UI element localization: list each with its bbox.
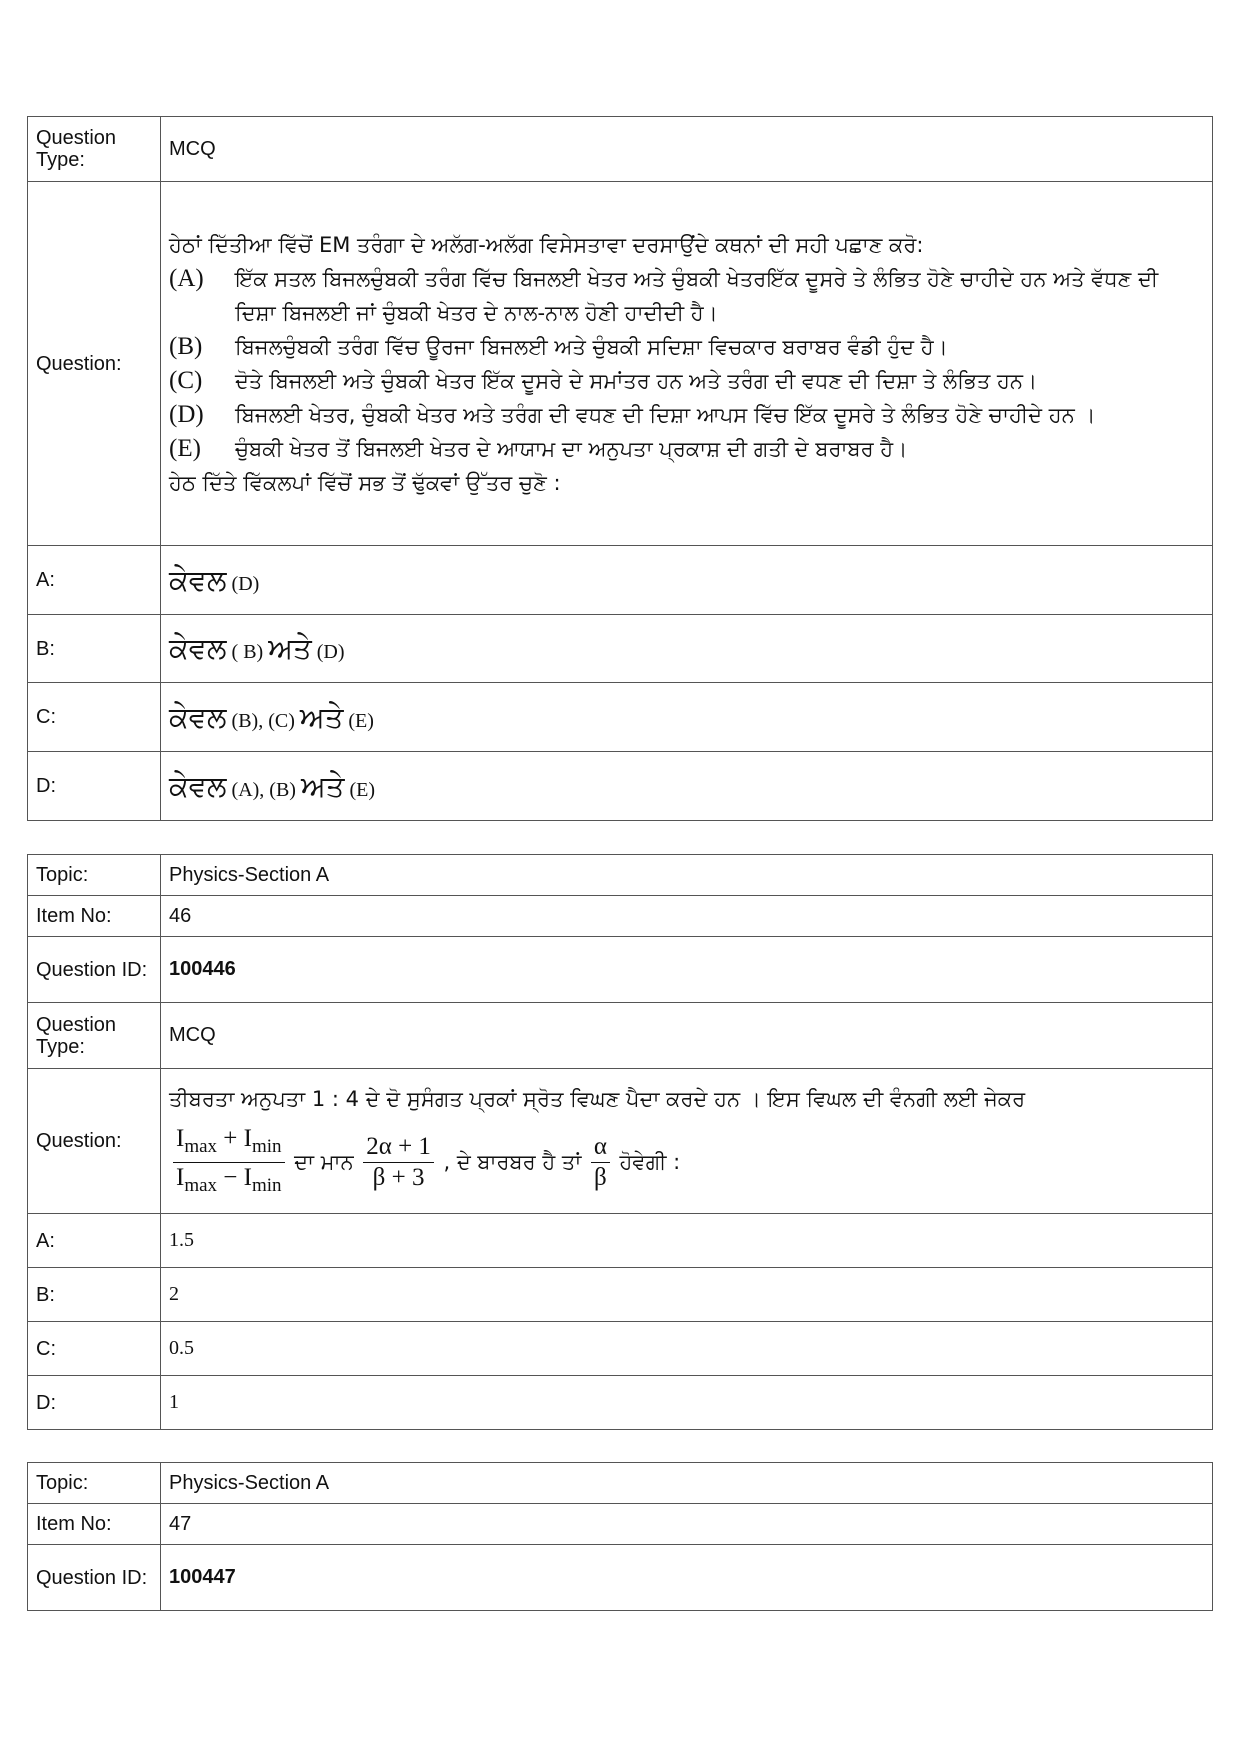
- option-text: (D): [311, 641, 345, 663]
- statement-b: [169, 330, 1204, 364]
- subscript: max: [184, 1174, 218, 1196]
- statement-text: ਦੋਤੇ ਬਿਜਲਈ ਅਤੇ ਚੁੰਬਕੀ ਖੇਤਰ ਇੱਕ ਦੂਸਰੇ ਦੇ ਸਮਾਂਤਰ ਹਨ ਅਤੇ ਤਰੰਗ ਦੀ ਵਧਣ ਦੀ ਦਿਸ਼ਾ ਤੇ ਲੰਭਿਤ ਹਨ।: [235, 368, 1038, 393]
- statement-text: ਚੁੰਬਕੀ ਖੇਤਰ ਤੋਂ ਬਿਜਲਈ ਖੇਤਰ ਦੇ ਆਯਾਮ ਦਾ ਅਨੁਪਤਾ ਪ੍ਰਕਾਸ਼ ਦੀ ਗਤੀ ਦੇ ਬਰਾਬਰ ਹੈ।: [235, 436, 908, 461]
- item-no-label: Item No:: [28, 1504, 161, 1545]
- item-no-label: Item No:: [28, 896, 161, 937]
- statement-d: [169, 398, 1204, 432]
- option-a-label: A:: [28, 1214, 161, 1268]
- statement-tag: (D): [169, 400, 204, 428]
- statement-text: ਬਿਜਲਈ ਖੇਤਰ, ਚੁੰਬਕੀ ਖੇਤਰ ਅਤੇ ਤਰੰਗ ਦੀ ਵਧਣ ਦੀ ਦਿਸ਼ਾ ਆਪਸ ਵਿੱਚ ਇੱਕ ਦੂਸਰੇ ਤੇ ਲੰਭਿਤ ਹੋਣੇ ਚਾਹੀਦੇ ਹਨ ।: [235, 402, 1096, 427]
- topic-label: Topic:: [28, 1463, 161, 1504]
- option-and: ਅਤੇ: [300, 768, 345, 803]
- option-text: (D): [226, 572, 260, 595]
- subscript: max: [184, 1135, 218, 1157]
- question-table-2: [27, 854, 1213, 1430]
- fraction-numerator: [173, 1124, 285, 1163]
- question-intro: ਹੇਠਾਂ ਦਿੱਤੀਆ ਵਿੱਚੋਂ EM ਤਰੰਗਾ ਦੇ ਅਲੱਗ-ਅਲੱਗ ਵਿਸੇਸਤਾਵਾ ਦਰਸਾਉਂਦੇ ਕਥਨਾਂ ਦੀ ਸਹੀ ਪਛਾਣ ਕਰੋ:: [169, 232, 924, 257]
- statement-text: ਬਿਜਲਚੁੰਬਕੀ ਤਰੰਗ ਵਿੱਚ ਊਰਜਾ ਬਿਜਲਈ ਅਤੇ ਚੁੰਬਕੀ ਸਦਿਸ਼ਾ ਵਿਚਕਾਰ ਬਰਾਬਰ ਵੰਡੀ ਹੁੰਦ ਹੈ।: [235, 334, 948, 359]
- symbol: + I: [217, 1124, 252, 1152]
- statement-text: ਇੱਕ ਸਤਲ ਬਿਜਲਚੁੰਬਕੀ ਤਰੰਗ ਵਿੱਚ ਬਿਜਲਈ ਖੇਤਰ ਅਤੇ ਚੁੰਬਕੀ ਖੇਤਰਇੱਕ ਦੂਸਰੇ ਤੇ ਲੰਭਿਤ ਹੋਣੇ ਚਾਹੀਦੇ ਹਨ ਅਤੇ ਵੱਧਣ ਦੀ ਦਿਸ਼ਾ ਬਿਜਲਈ ਜਾਂ ਚੁੰਬਕੀ ਖੇਤਰ ਦੇ ਨਾਲ-ਨਾਲ ਹੋਣੀ ਹਾਦੀਦੀ ਹੈ।: [235, 266, 1159, 325]
- option-d-label: D:: [28, 1376, 161, 1430]
- question-text: , ਦੇ ਬਾਰਬਰ ਹੈ ਤਾਂ: [443, 1149, 582, 1174]
- intensity-fraction: [173, 1124, 285, 1201]
- option-text: (B), (C): [226, 709, 300, 732]
- symbol: − I: [217, 1163, 252, 1191]
- statement-tag: (B): [169, 332, 203, 360]
- question-id-label: Question ID:: [28, 1545, 161, 1611]
- question-line-1: ਤੀਬਰਤਾ ਅਨੁਪਤਾ 1 : 4 ਦੇ ਦੋ ਸੁਸੰਗਤ ਪ੍ਰਕਾਂ ਸ੍ਰੋਤ ਵਿਘਣ ਪੈਦਾ ਕਰਦੇ ਹਨ । ਇਸ ਵਿਘਲ ਦੀ ਵੰਨਗੀ ਲਈ ਜੇਕਰ: [169, 1086, 1026, 1111]
- question-id-label: Question ID:: [28, 937, 161, 1003]
- statement-e: [169, 432, 1204, 466]
- question-label: Question:: [28, 182, 161, 546]
- option-text: (A), (B): [226, 778, 301, 801]
- topic-value: Physics-Section A: [161, 855, 1213, 896]
- question-text: ਦਾ ਮਾਨ: [294, 1149, 354, 1174]
- question-prompt: ਹੇਠ ਦਿੱਤੇ ਵਿੱਕਲਪਾਂ ਵਿੱਚੋਂ ਸਭ ਤੋਂ ਢੁੱਕਵਾਂ ਉੱਤਰ ਚੁਣੋ :: [169, 470, 561, 495]
- subscript: min: [251, 1174, 282, 1196]
- option-word: ਕੇਵਲ: [169, 562, 227, 597]
- statement-a: [169, 262, 1204, 330]
- option-c-label: C:: [28, 1322, 161, 1376]
- option-b-value: [161, 615, 1213, 683]
- symbol: I: [176, 1163, 185, 1191]
- statement-tag: (E): [169, 434, 201, 462]
- statement-tag: (C): [169, 366, 203, 394]
- option-a-value: [161, 546, 1213, 615]
- value-fraction: [363, 1132, 434, 1193]
- option-c-value: [161, 683, 1213, 752]
- option-a-label: A:: [28, 546, 161, 615]
- question-id-value: 100447: [161, 1545, 1213, 1611]
- option-text: ( B): [226, 641, 269, 663]
- question-body: [161, 1069, 1213, 1214]
- question-type-value: MCQ: [161, 117, 1213, 182]
- option-text: (E): [343, 709, 374, 732]
- question-type-label: Question Type:: [28, 117, 161, 182]
- ratio-fraction: [591, 1132, 610, 1193]
- fraction-denominator: β + 3: [372, 1163, 425, 1191]
- fraction-denominator: [173, 1163, 285, 1201]
- option-word: ਕੇਵਲ: [169, 768, 227, 803]
- question-table-1: [27, 116, 1213, 821]
- fraction-denominator: β: [594, 1163, 607, 1191]
- option-b-label: B:: [28, 615, 161, 683]
- option-d-value: 1: [161, 1376, 1213, 1430]
- question-line-2: [169, 1124, 1204, 1201]
- option-d-value: [161, 752, 1213, 821]
- question-body: [161, 182, 1213, 546]
- topic-label: Topic:: [28, 855, 161, 896]
- fraction-numerator: 2α + 1: [363, 1132, 434, 1163]
- option-word: ਕੇਵਲ: [169, 631, 227, 665]
- option-a-value: 1.5: [161, 1214, 1213, 1268]
- item-no-value: 46: [161, 896, 1213, 937]
- question-text: ਹੋਵੇਗੀ :: [619, 1149, 681, 1174]
- option-text: (E): [344, 778, 376, 801]
- question-label: Question:: [28, 1069, 161, 1214]
- option-and: ਅਤੇ: [268, 631, 312, 665]
- fraction-numerator: α: [591, 1132, 610, 1163]
- question-table-3: [27, 1462, 1213, 1611]
- item-no-value: 47: [161, 1504, 1213, 1545]
- option-word: ਕੇਵਲ: [169, 699, 227, 734]
- option-b-value: 2: [161, 1268, 1213, 1322]
- statement-c: [169, 364, 1204, 398]
- option-and: ਅਤੇ: [299, 699, 344, 734]
- statement-tag: (A): [169, 264, 204, 292]
- option-c-value: 0.5: [161, 1322, 1213, 1376]
- option-d-label: D:: [28, 752, 161, 821]
- subscript: min: [251, 1135, 282, 1157]
- option-c-label: C:: [28, 683, 161, 752]
- question-type-label: Question Type:: [28, 1003, 161, 1069]
- topic-value: Physics-Section A: [161, 1463, 1213, 1504]
- option-b-label: B:: [28, 1268, 161, 1322]
- symbol: I: [176, 1124, 185, 1152]
- question-id-value: 100446: [161, 937, 1213, 1003]
- question-type-value: MCQ: [161, 1003, 1213, 1069]
